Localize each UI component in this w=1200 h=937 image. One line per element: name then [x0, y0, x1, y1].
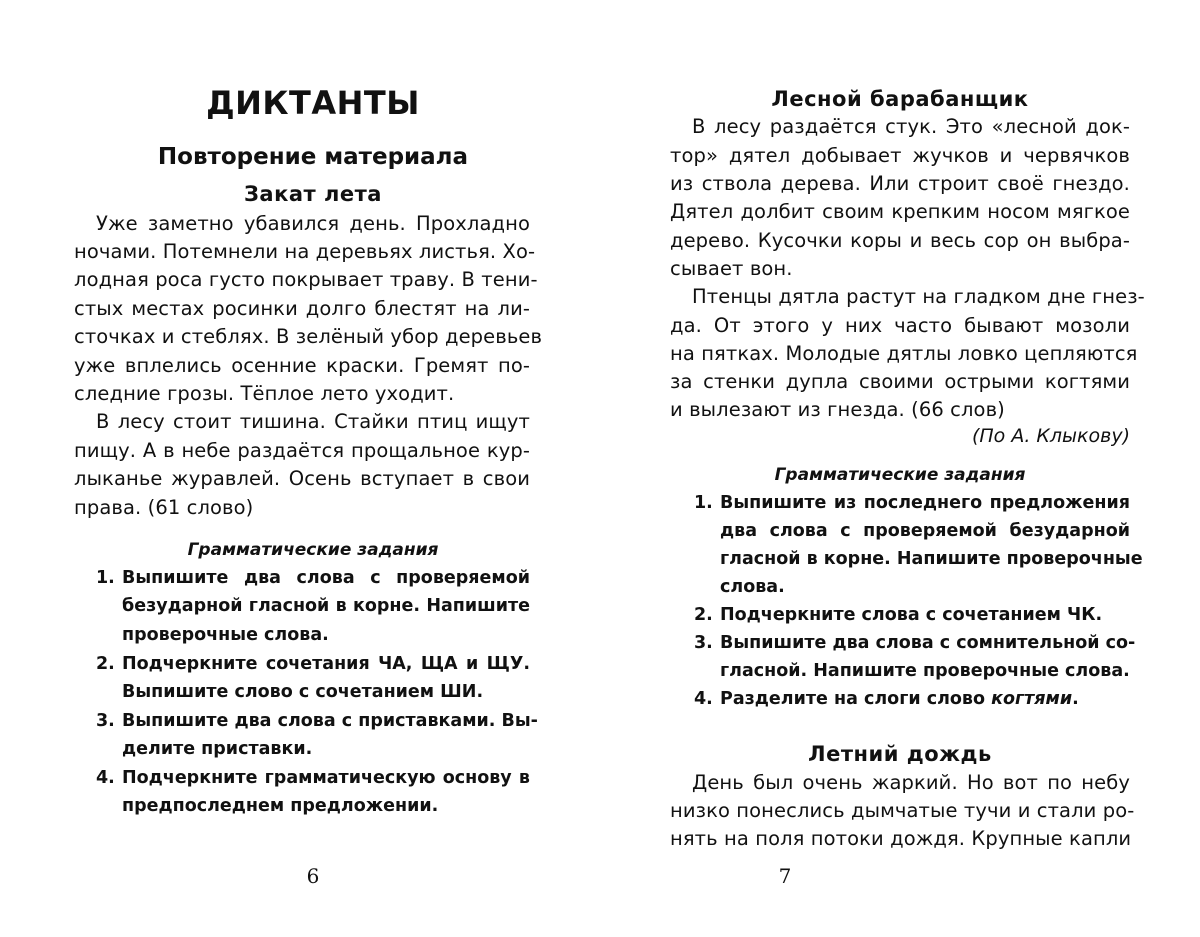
page-number: 7: [778, 864, 792, 888]
text-line: низко понеслись дымчатые тучи и стали ро-: [670, 799, 1135, 822]
page-number: 6: [306, 864, 320, 888]
attribution: (По А. Клыкову): [971, 425, 1130, 447]
text-line: тор» дятел добывает жучков и червячков: [670, 144, 1130, 167]
task-number: 1.: [694, 493, 713, 513]
task-line: Выпишите из последнего предложения: [720, 493, 1130, 513]
text-line: уже вплелись осенние краски. Гремят по-: [74, 354, 530, 377]
tasks-title: Грамматические задания: [187, 540, 439, 560]
text-line: ночами. Потемнели на деревьях листья. Хо-: [74, 240, 536, 263]
section-title: ДИКТАНТЫ: [206, 84, 420, 122]
text-line: за стенки дупла своими острыми когтями: [670, 370, 1130, 393]
task-text-tail: .: [1072, 689, 1079, 709]
text-line: права. (61 слово): [74, 496, 254, 519]
task-line: Выпишите два слова с приставками. Вы-: [122, 711, 538, 731]
text-line: День был очень жаркий. Но вот по небу: [692, 771, 1130, 794]
text-line: на пятках. Молодые дятлы ловко цепляются: [670, 342, 1138, 365]
task-line: Подчеркните грамматическую основу в: [122, 768, 530, 788]
task-text: Разделите на слоги слово: [720, 689, 986, 709]
task-line: Выпишите два слова с сомнительной со-: [720, 633, 1136, 653]
text-line: дерево. Кусочки коры и весь сор он выбра-: [670, 229, 1130, 252]
text-line: из ствола дерева. Или строит своё гнездо.: [670, 172, 1130, 195]
task-number: 3.: [694, 633, 713, 653]
right-page: [670, 0, 1145, 937]
task-number: 2.: [694, 605, 713, 625]
task-number: 3.: [96, 711, 115, 731]
text-line: Уже заметно убавился день. Прохладно: [96, 212, 530, 235]
task-line: предпоследнем предложении.: [122, 796, 439, 816]
task-number: 2.: [96, 654, 115, 674]
task-line: безударной гласной в корне. Напишите: [122, 596, 530, 616]
task-line: гласной в корне. Напишите проверочные: [720, 549, 1143, 569]
task-line: два слова с проверяемой безударной: [720, 521, 1130, 541]
text-line: В лесу раздаётся стук. Это «лесной док-: [692, 115, 1130, 138]
emphasized-word: когтями: [991, 689, 1073, 709]
text-line: В лесу стоит тишина. Стайки птиц ищут: [96, 410, 530, 433]
text-line: Птенцы дятла растут на гладком дне гнез-: [692, 285, 1145, 308]
text-line: пищу. А в небе раздаётся прощальное кур-: [74, 439, 530, 462]
text-line: сточках и стеблях. В зелёный убор деревьев: [74, 325, 543, 348]
task-line: Подчеркните слова с сочетанием ЧК.: [720, 605, 1103, 625]
text-line: да. От этого у них часто бывают мозоли: [670, 314, 1130, 337]
task-line: Выпишите два слова с проверяемой: [122, 568, 530, 588]
task-line: Подчеркните сочетания ЧА, ЩА и ЩУ.: [122, 654, 530, 674]
text-line: и вылезают из гнезда. (66 слов): [670, 398, 1005, 421]
task-line: гласной. Напишите проверочные слова.: [720, 661, 1130, 681]
dictation-title: Закат лета: [244, 182, 382, 206]
task-line: Выпишите слово с сочетанием ШИ.: [122, 682, 484, 702]
text-line: нять на поля потоки дождя. Крупные капли: [670, 827, 1132, 850]
text-line: лодная роса густо покрывает траву. В тени-: [74, 268, 538, 291]
task-line: [720, 689, 1130, 709]
text-line: стых местах росинки долго блестят на ли-: [74, 297, 530, 320]
dictation-title: Лесной барабанщик: [771, 87, 1029, 111]
left-page: [74, 0, 543, 937]
text-line: лыканье журавлей. Осень вступает в свои: [74, 467, 530, 490]
task-line: слова.: [720, 577, 785, 597]
text-line: следние грозы. Тёплое лето уходит.: [74, 382, 455, 405]
task-line: проверочные слова.: [122, 625, 329, 645]
task-number: 4.: [96, 768, 115, 788]
task-number: 4.: [694, 689, 713, 709]
text-line: сывает вон.: [670, 257, 793, 280]
task-line: делите приставки.: [122, 739, 313, 759]
dictation2-title: Летний дождь: [808, 742, 992, 766]
section-subtitle: Повторение материала: [157, 144, 469, 170]
task-number: 1.: [96, 568, 115, 588]
text-line: Дятел долбит своим крепким носом мягкое: [670, 200, 1130, 223]
tasks-title: Грамматические задания: [774, 465, 1026, 485]
